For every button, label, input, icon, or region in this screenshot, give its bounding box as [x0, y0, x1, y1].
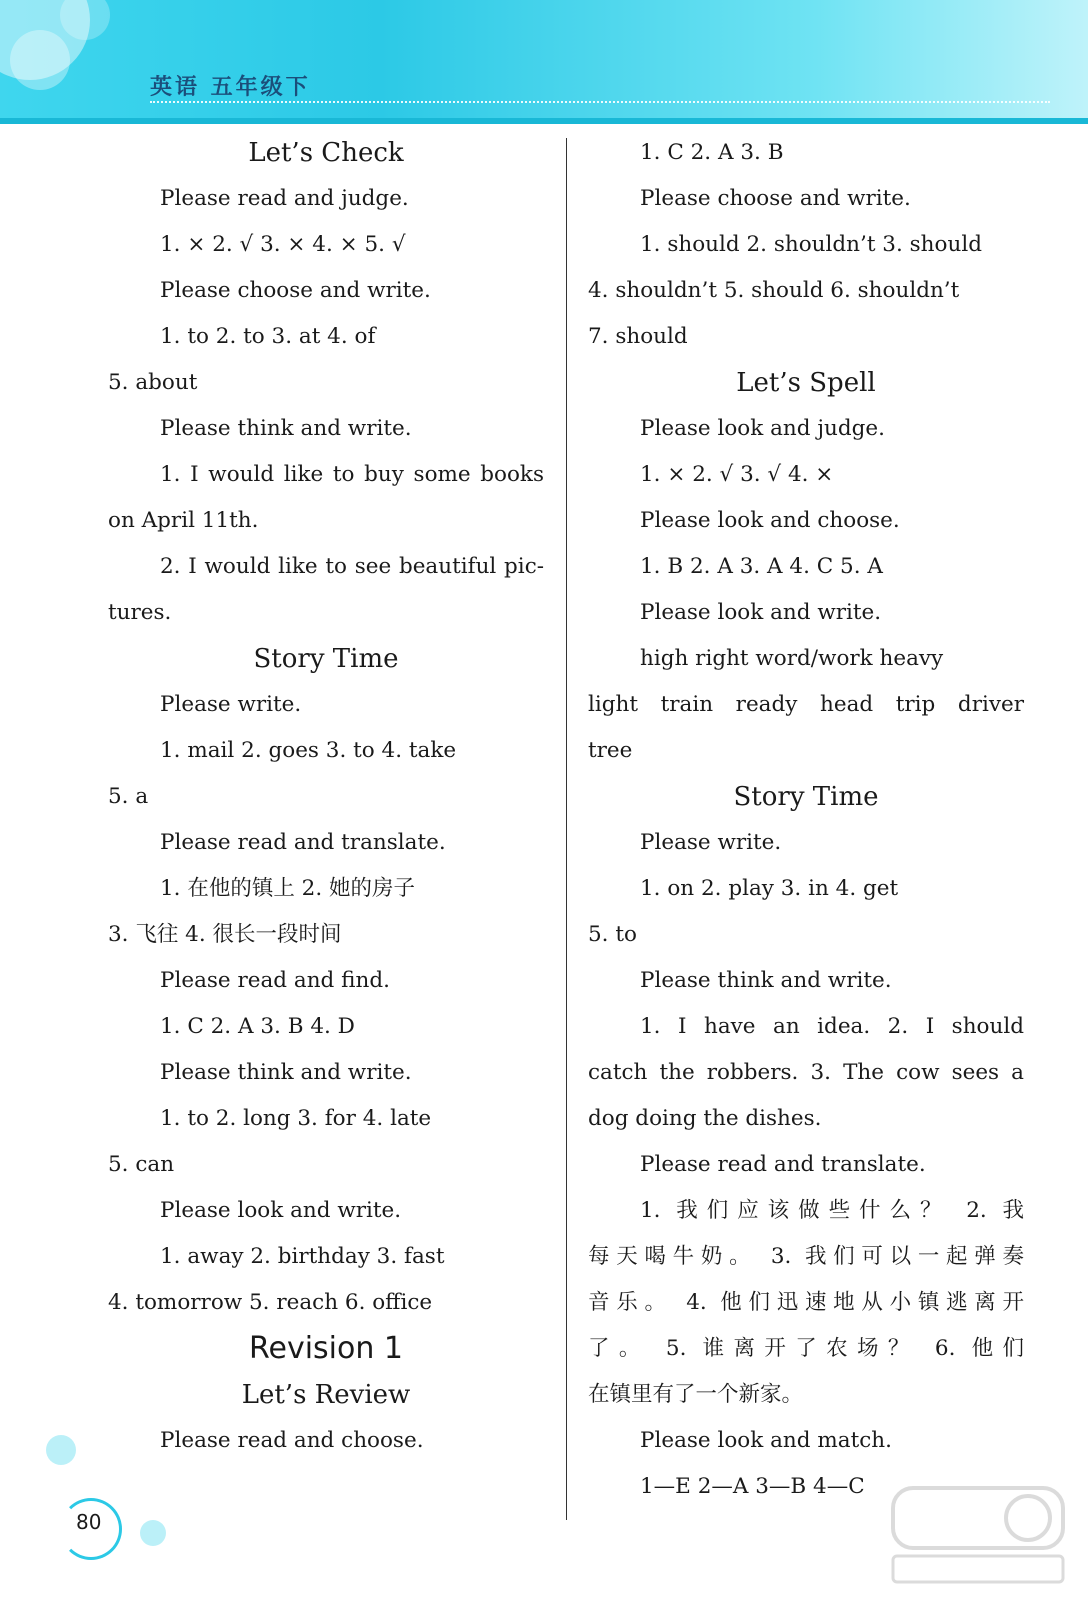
left-text-line: 1. I would like to buy some books	[160, 462, 544, 487]
right-text-line: Please look and write.	[640, 600, 882, 625]
left-text-line: 1. away 2. birthday 3. fast	[160, 1244, 445, 1269]
left-text-line: Please choose and write.	[160, 278, 431, 303]
left-text-line: Please think and write.	[160, 416, 412, 441]
left-text-line: Please write.	[160, 692, 302, 717]
right-text-line: catch the robbers. 3. The cow sees a	[588, 1060, 1024, 1085]
left-text-line: Please read and translate.	[160, 830, 446, 855]
left-text-line: 5. about	[108, 370, 198, 395]
right-text-line: 1. 我们应该做些什么？ 2. 我	[640, 1198, 1024, 1223]
right-text-line: 了。 5. 谁离开了农场？ 6. 他们	[588, 1336, 1024, 1361]
right-text-line: Please write.	[640, 830, 782, 855]
right-text-line: 1. I have an idea. 2. I should	[640, 1014, 1024, 1039]
left-text-line: 1. C 2. A 3. B 4. D	[160, 1014, 355, 1039]
right-text-line: 1. should 2. shouldn’t 3. should	[640, 232, 982, 257]
decor-dot	[140, 1520, 166, 1546]
watermark-logo	[888, 1478, 1068, 1588]
right-text-line: 1. B 2. A 3. A 4. C 5. A	[640, 554, 883, 579]
left-section-heading: Let’s Review	[241, 1380, 411, 1410]
right-text-line: high right word/work heavy	[640, 646, 944, 671]
left-text-line: tures.	[108, 600, 172, 625]
right-text-line: 1—E 2—A 3—B 4—C	[640, 1474, 865, 1499]
right-text-line: dog doing the dishes.	[588, 1106, 822, 1131]
right-section-heading: Let’s Spell	[736, 368, 876, 398]
right-text-line: 4. shouldn’t 5. should 6. shouldn’t	[588, 278, 960, 303]
left-text-line: 1. to 2. long 3. for 4. late	[160, 1106, 432, 1131]
right-column	[588, 130, 1024, 1510]
left-section-heading: Let’s Check	[248, 138, 404, 168]
right-text-line: light train ready head trip driver	[588, 692, 1024, 717]
left-text-line: on April 11th.	[108, 508, 259, 533]
right-text-line: 1. C 2. A 3. B	[640, 140, 784, 165]
left-text-line: Please read and choose.	[160, 1428, 424, 1453]
header-rule	[0, 118, 1088, 124]
right-text-line: Please look and match.	[640, 1428, 892, 1453]
right-text-line: 5. to	[588, 922, 637, 947]
right-text-line: Please read and translate.	[640, 1152, 926, 1177]
right-text-line: 音乐。 4. 他们迅速地从小镇逃离开	[588, 1290, 1024, 1315]
left-text-line: 3. 飞往 4. 很长一段时间	[108, 922, 342, 947]
left-section-heading: Story Time	[253, 644, 399, 674]
left-text-line: 2. I would like to see beautiful pic-	[160, 554, 544, 579]
right-text-line: Please think and write.	[640, 968, 892, 993]
left-text-line: Please look and write.	[160, 1198, 402, 1223]
right-text-line: Please choose and write.	[640, 186, 911, 211]
right-text-line: 1. × 2. √ 3. √ 4. ×	[640, 462, 834, 487]
left-revision-heading: Revision 1	[249, 1331, 403, 1366]
decor-bubble	[10, 30, 70, 90]
column-divider	[566, 138, 567, 1520]
left-column	[108, 130, 544, 1464]
left-text-line: Please think and write.	[160, 1060, 412, 1085]
right-section-heading: Story Time	[733, 782, 879, 812]
left-text-line: 5. a	[108, 784, 149, 809]
left-text-line: 1. mail 2. goes 3. to 4. take	[160, 738, 457, 763]
header-title: 英语 五年级下	[150, 75, 311, 100]
header-banner	[0, 0, 1088, 122]
right-text-line: 1. on 2. play 3. in 4. get	[640, 876, 899, 901]
header-dotted-rule	[150, 101, 1050, 103]
decor-dot	[46, 1435, 76, 1465]
left-text-line: Please read and judge.	[160, 186, 409, 211]
page-number: 80	[76, 1510, 102, 1534]
right-text-line: 7. should	[588, 324, 688, 349]
left-text-line: Please read and find.	[160, 968, 390, 993]
right-text-line: Please look and judge.	[640, 416, 885, 441]
left-text-line: 5. can	[108, 1152, 175, 1177]
left-text-line: 1. × 2. √ 3. × 4. × 5. √	[160, 232, 406, 257]
left-text-line: 1. 在他的镇上 2. 她的房子	[160, 876, 416, 901]
right-text-line: tree	[588, 738, 633, 763]
right-text-line: Please look and choose.	[640, 508, 900, 533]
right-text-line: 在镇里有了一个新家。	[588, 1382, 804, 1407]
left-text-line: 4. tomorrow 5. reach 6. office	[108, 1290, 433, 1315]
right-text-line: 每天喝牛奶。 3. 我们可以一起弹奏	[588, 1244, 1024, 1269]
left-text-line: 1. to 2. to 3. at 4. of	[160, 324, 376, 349]
